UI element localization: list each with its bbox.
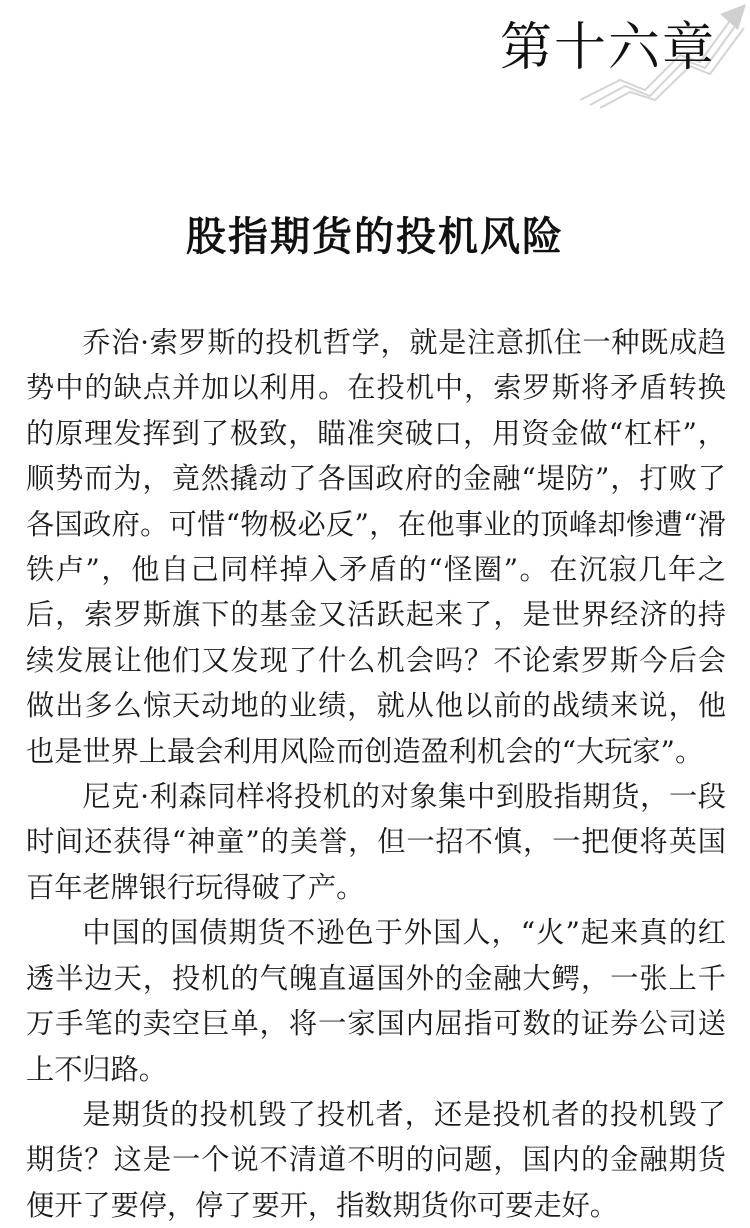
paragraph-3: 中国的国债期货不逊色于外国人，“火”起来真的红透半边天，投机的气魄直逼国外的金融大鳄，一张上千万手笔的卖空巨单，将一家国内屈指可数的证券公司送上不归路。 xyxy=(26,916,726,1086)
paragraph-4: 是期货的投机毁了投机者，还是投机者的投机毁了期货？这是一个说不清道不明的问题，国内的金融期货便开了要停，停了要开，指数期货你可要走好。 xyxy=(26,1097,726,1222)
body-text xyxy=(26,320,726,1228)
paragraph-1: 乔治·索罗斯的投机哲学，就是注意抓住一种既成趋势中的缺点并加以利用。在投机中，索罗斯将矛盾转换的原理发挥到了极致，瞄准突破口，用资金做“杠杆”，顺势而为，竟然撬动了各国政府的金融“堤防”，打败了各国政府。可惜“物极必反”，在他事业的顶峰却惨遭“滑铁卢”，他自己同样掉入矛盾的“怪圈”。在沉寂几年之后，索罗斯旗下的基金又活跃起来了，是世界经济的持续发展让他们又发现了什么机会吗？不论索罗斯今后会做出多么惊天动地的业绩，就从他以前的战绩来说，他也是世界上最会利用风险而创造盈利机会的“大玩家”。 xyxy=(26,326,726,768)
chapter-label: 第十六章 xyxy=(499,18,716,78)
paragraph-2: 尼克·利森同样将投机的对象集中到股指期货，一段时间还获得“神童”的美誉，但一招不慎，一把便将英国百年老牌银行玩得破了产。 xyxy=(26,780,726,904)
chapter-title: 股指期货的投机风险 xyxy=(186,213,564,260)
